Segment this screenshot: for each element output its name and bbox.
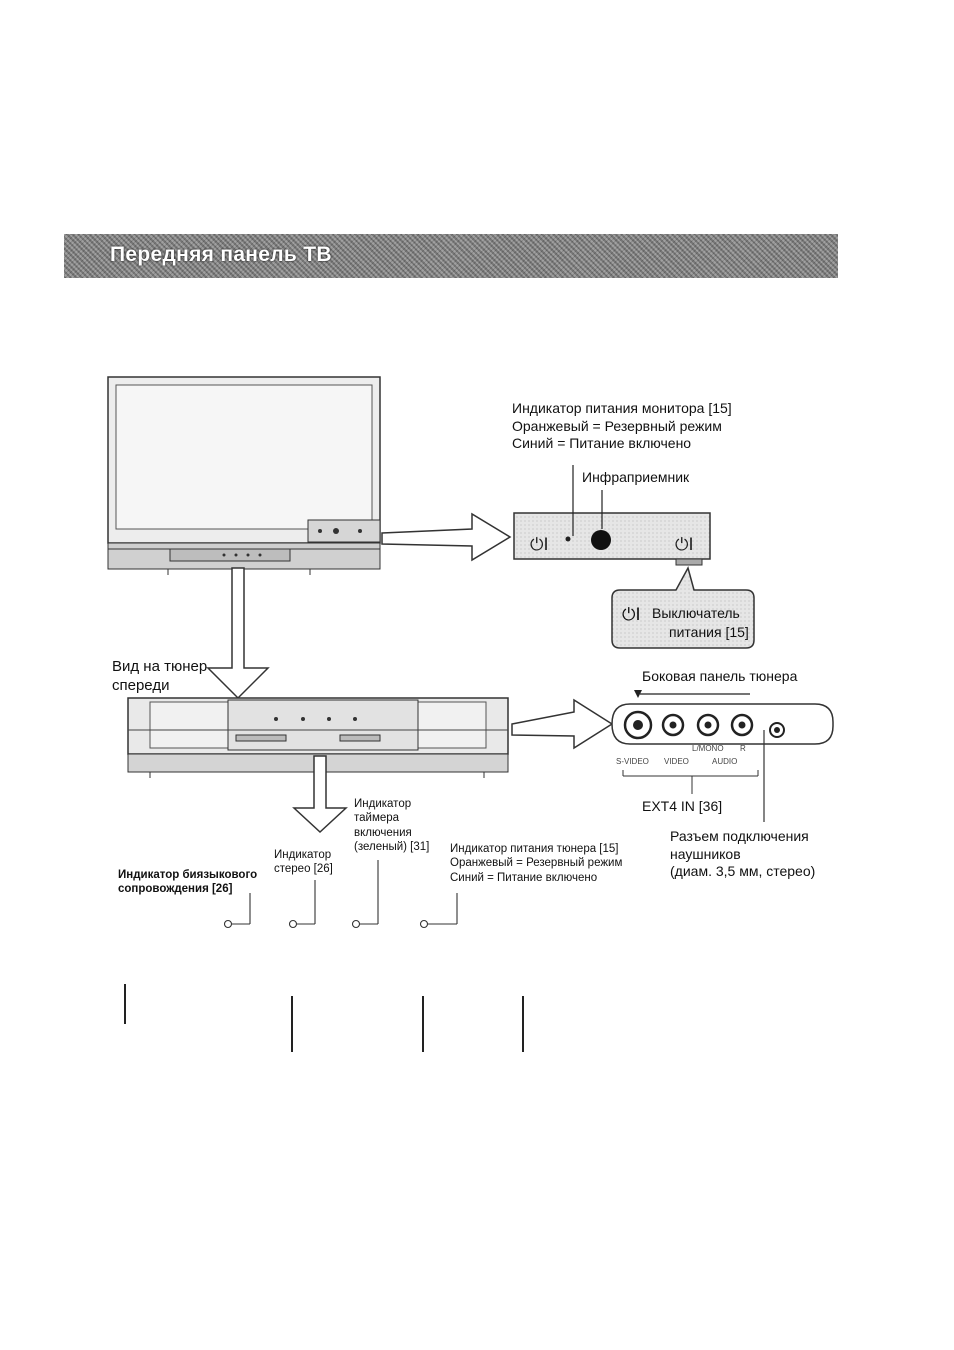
tuner-side-panel-title: Боковая панель тюнера — [642, 668, 798, 684]
tuner-front-view-label: Вид на тюнер спереди — [112, 658, 208, 694]
divider-line — [124, 984, 126, 1024]
indicator-leaders — [225, 860, 458, 928]
monitor-power-indicator-label: Индикатор питания монитора [15] Оранжевый = Резервный режим Синий = Питание включено — [512, 400, 732, 451]
ext4-in-label: EXT4 IN [36] — [642, 798, 723, 814]
power-switch-label-2: питания [15] — [669, 624, 749, 640]
divider-line — [522, 996, 524, 1052]
stereo-indicator-label: Индикатор стерео [26] — [274, 849, 333, 876]
divider-line — [291, 996, 293, 1052]
timer-indicator-label: Индикатор таймера включения (зеленый) [31] — [354, 798, 430, 854]
ir-receiver-label: Инфраприемник — [582, 469, 690, 485]
power-switch-label: Выключатель — [652, 605, 740, 621]
bilingual-indicator-label: Индикатор биязыкового сопровождения [26] — [118, 869, 258, 896]
svg-text:⏻I: ⏻I — [622, 605, 641, 625]
divider-line — [422, 996, 424, 1052]
headphone-jack-label: Разъем подключения наушников (диам. 3,5 мм, стерео) — [670, 828, 816, 879]
port-label-video: VIDEO — [664, 757, 689, 766]
arrow-down-icon — [208, 568, 268, 698]
svg-text:⏻I: ⏻I — [530, 535, 549, 555]
svg-text:⏻I: ⏻I — [675, 535, 694, 555]
port-label-svideo: S-VIDEO — [616, 757, 649, 766]
arrow-right-icon — [382, 514, 510, 560]
port-label-audio: AUDIO — [712, 757, 738, 766]
arrow-right-icon — [512, 700, 612, 748]
section-title: Передняя панель ТВ — [110, 243, 332, 266]
port-label-r: R — [740, 744, 746, 753]
port-label-lmono: L/MONO — [692, 744, 724, 753]
tv-monitor — [108, 377, 380, 575]
tuner-power-indicator-label: Индикатор питания тюнера [15] Оранжевый = Резервный режим Синий = Питание включено — [450, 843, 623, 884]
